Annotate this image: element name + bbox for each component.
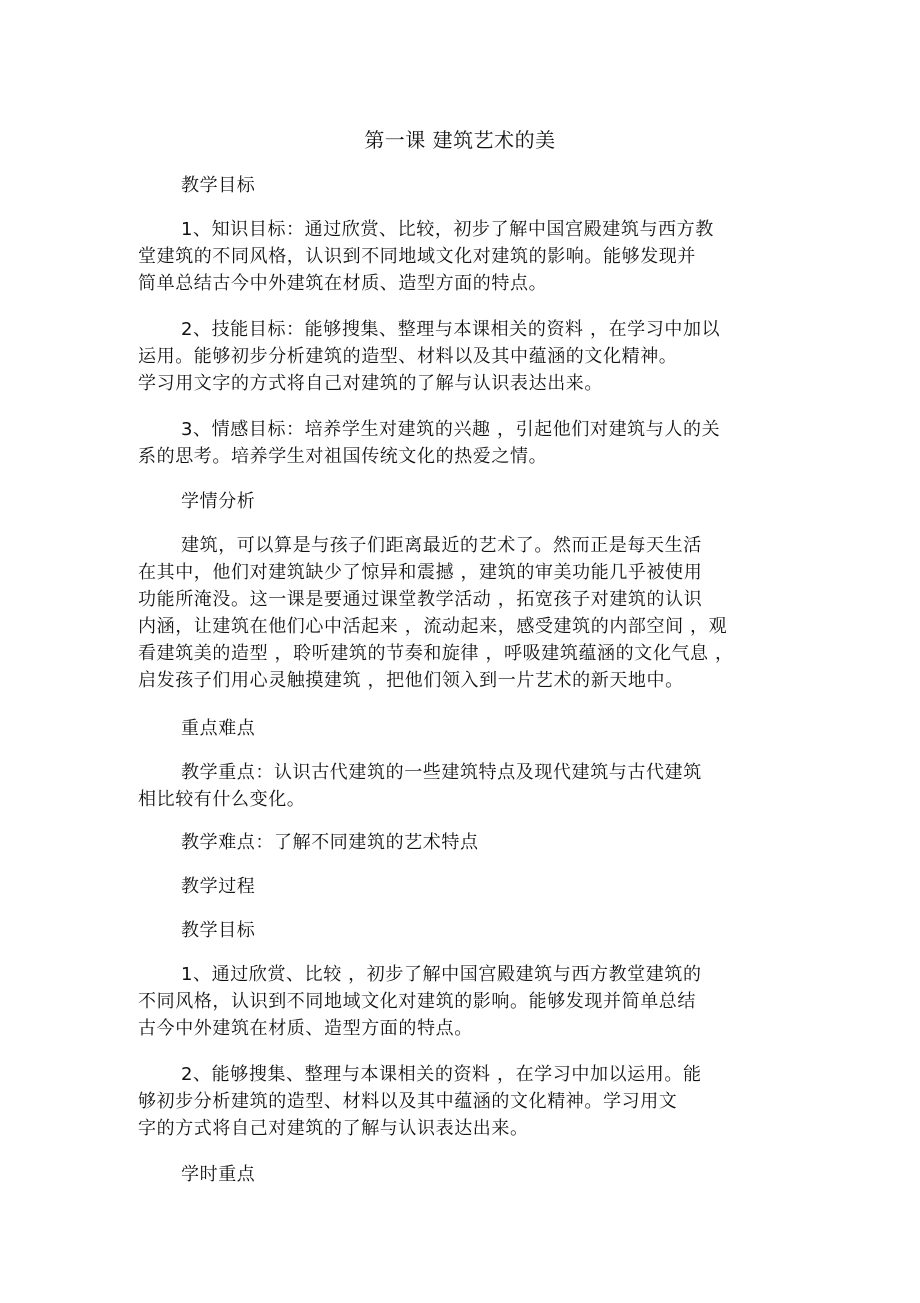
text-line: 2、技能目标：能够搜集、整理与本课相关的资料 ，在学习中加以: [181, 319, 721, 340]
paragraph-teaching-difficulty: [138, 829, 788, 856]
text-line: 教学过程: [181, 876, 256, 897]
text-line: 学情分析: [181, 491, 256, 512]
text-line: 不同风格，认识到不同地域文化对建筑的影响。能够发现并简单总结: [138, 991, 696, 1012]
text-line: 功能所淹没。这一课是要通过课堂教学活动 ，拓宽孩子对建筑的认识: [138, 589, 703, 610]
text-line: 教学重点：认识古代建筑的一些建筑特点及现代建筑与古代建筑: [181, 762, 702, 783]
text-line: 启发孩子们用心灵触摸建筑 ，把他们领入到一片艺术的新天地中。: [138, 670, 684, 691]
paragraph-emotion-goal: [138, 416, 788, 470]
text-line: 堂建筑的不同风格，认识到不同地域文化对建筑的影响。能够发现并: [138, 246, 696, 267]
paragraph-process-goal-2: [138, 1061, 788, 1142]
text-line: 1、通过欣赏、比较 ，初步了解中国宫殿建筑与西方教堂建筑的: [181, 964, 702, 985]
paragraph-student-analysis: [138, 532, 788, 694]
heading-teaching-goals: [138, 172, 788, 199]
paragraph-process-goal-1: [138, 961, 788, 1042]
text-line: 3、情感目标：培养学生对建筑的兴趣 ，引起他们对建筑与人的关: [181, 419, 721, 440]
heading-key-points: [138, 715, 788, 742]
text-line: 学时重点: [181, 1164, 256, 1185]
paragraph-knowledge-goal: [138, 216, 788, 297]
paragraph-teaching-focus: [138, 759, 788, 813]
text-line: 运用。能够初步分析建筑的造型、材料以及其中蕴涵的文化精神。: [138, 346, 678, 367]
text-line: 简单总结古今中外建筑在材质、造型方面的特点。: [138, 273, 548, 294]
text-line: 建筑，可以算是与孩子们距离最近的艺术了。然而正是每天生活: [181, 535, 702, 556]
text-line: 够初步分析建筑的造型、材料以及其中蕴涵的文化精神。学习用文: [138, 1091, 678, 1112]
text-line: 1、知识目标：通过欣赏、比较，初步了解中国宫殿建筑与西方教: [181, 219, 714, 240]
text-line: 教学目标: [181, 920, 256, 941]
text-line: 系的思考。培养学生对祖国传统文化的热爱之情。: [138, 446, 548, 467]
text-line: 重点难点: [181, 718, 256, 739]
text-line: 2、能够搜集、整理与本课相关的资料 ，在学习中加以运用。能: [181, 1064, 702, 1085]
heading-student-analysis: [138, 488, 788, 515]
text-line: 教学难点：了解不同建筑的艺术特点: [181, 832, 479, 853]
text-line: 学习用文字的方式将自己对建筑的了解与认识表达出来。: [138, 373, 603, 394]
heading-teaching-process: [138, 873, 788, 900]
text-line: 看建筑美的造型 ，聆听建筑的节奏和旋律 ，呼吸建筑蕴涵的文化气息 ，: [138, 643, 734, 664]
text-line: 字的方式将自己对建筑的了解与认识表达出来。: [138, 1118, 529, 1139]
text-line: 教学目标: [181, 175, 256, 196]
text-line: 相比较有什么变化。: [138, 789, 306, 810]
heading-teaching-goals-2: [138, 917, 788, 944]
heading-class-focus: [138, 1161, 788, 1188]
paragraph-skill-goal: [138, 316, 788, 397]
text-line: 在其中，他们对建筑缺少了惊异和震撼 ，建筑的审美功能几乎被使用: [138, 562, 703, 583]
text-line: 内涵，让建筑在他们心中活起来 ，流动起来，感受建筑的内部空间 ，观: [138, 616, 728, 637]
lesson-title: 第一课 建筑艺术的美: [364, 128, 556, 152]
text-line: 古今中外建筑在材质、造型方面的特点。: [138, 1018, 473, 1039]
